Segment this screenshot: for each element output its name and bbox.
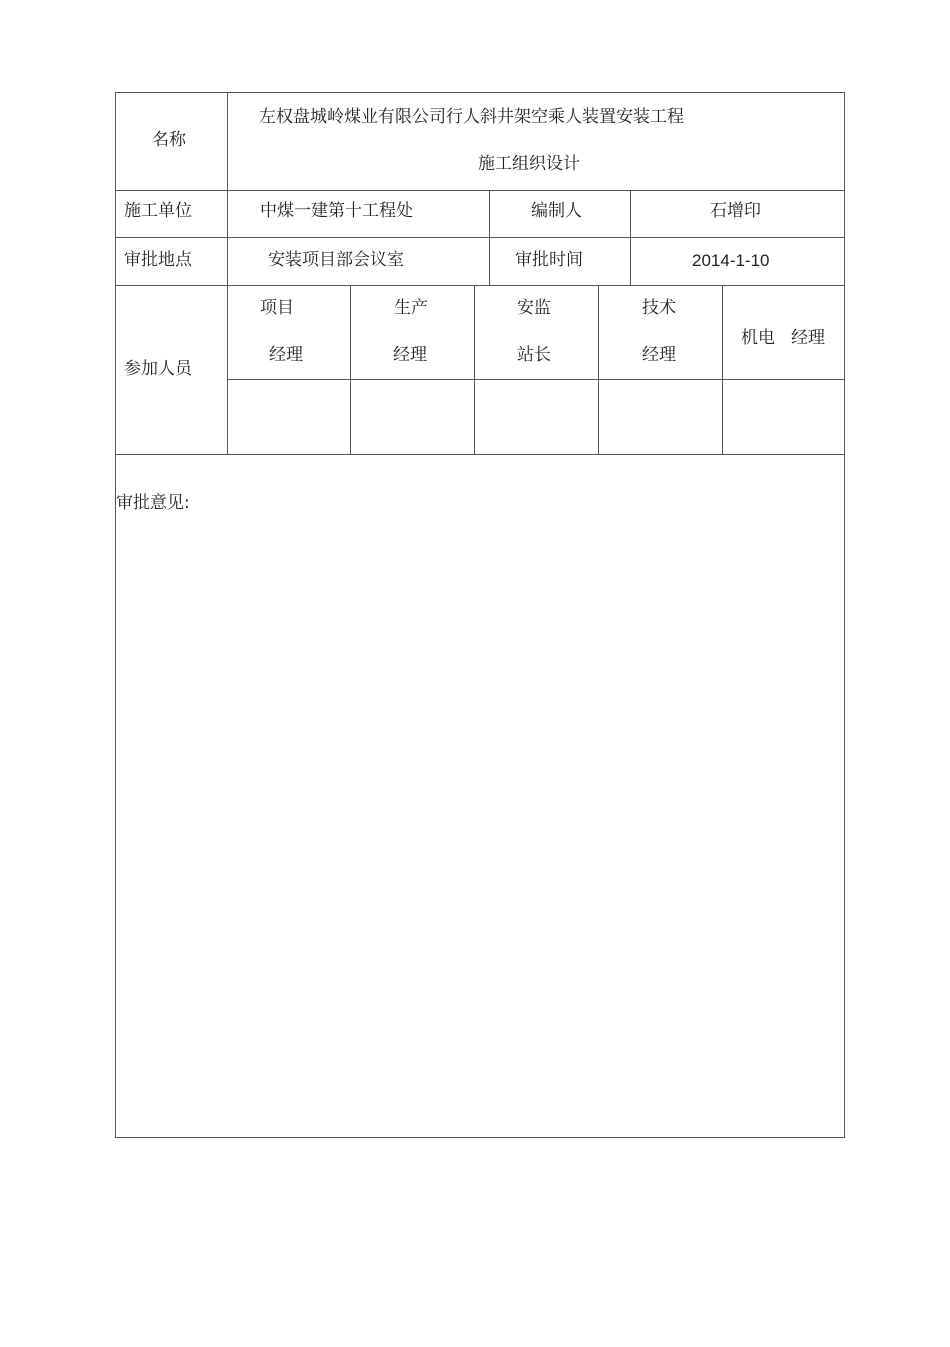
approval-place-value: 安装项目部会议室: [268, 250, 404, 270]
role-production-line1: 生产: [394, 298, 428, 318]
approval-form: [115, 92, 845, 1138]
role-safety-line2: 站长: [517, 345, 551, 365]
project-title-line1: 左权盘城岭煤业有限公司行人斜井架空乘人装置安装工程: [259, 107, 684, 127]
approval-opinion-label: 审批意见:: [116, 493, 190, 513]
col-divider: [474, 285, 475, 454]
approval-time-label: 审批时间: [515, 250, 583, 270]
row-divider: [116, 190, 845, 191]
approval-place-label: 审批地点: [124, 250, 192, 270]
participants-label: 参加人员: [124, 359, 192, 379]
role-production-line2: 经理: [393, 345, 427, 365]
role-safety-line1: 安监: [517, 298, 551, 318]
role-electromech-line1: 机电: [741, 328, 775, 348]
editor-label: 编制人: [531, 201, 582, 221]
row-divider: [116, 454, 845, 455]
role-technical-line2: 经理: [642, 345, 676, 365]
col-divider: [598, 285, 599, 454]
role-project-line1: 项目: [260, 298, 294, 318]
col-divider: [489, 190, 490, 285]
role-technical-line1: 技术: [642, 298, 676, 318]
role-electromech-line2: 经理: [791, 328, 825, 348]
approval-time-value: 2014-1-10: [692, 251, 770, 270]
row-divider: [116, 285, 845, 286]
role-project-line2: 经理: [269, 345, 303, 365]
col-divider: [227, 93, 228, 454]
editor-value: 石增印: [710, 201, 761, 221]
row-divider: [227, 379, 845, 380]
name-label: 名称: [152, 130, 186, 150]
construction-unit-label: 施工单位: [124, 201, 192, 221]
construction-unit-value: 中煤一建第十工程处: [260, 201, 413, 221]
project-title-line2: 施工组织设计: [478, 154, 580, 174]
row-divider: [116, 237, 845, 238]
col-divider: [722, 285, 723, 454]
col-divider: [630, 190, 631, 285]
col-divider: [350, 285, 351, 454]
